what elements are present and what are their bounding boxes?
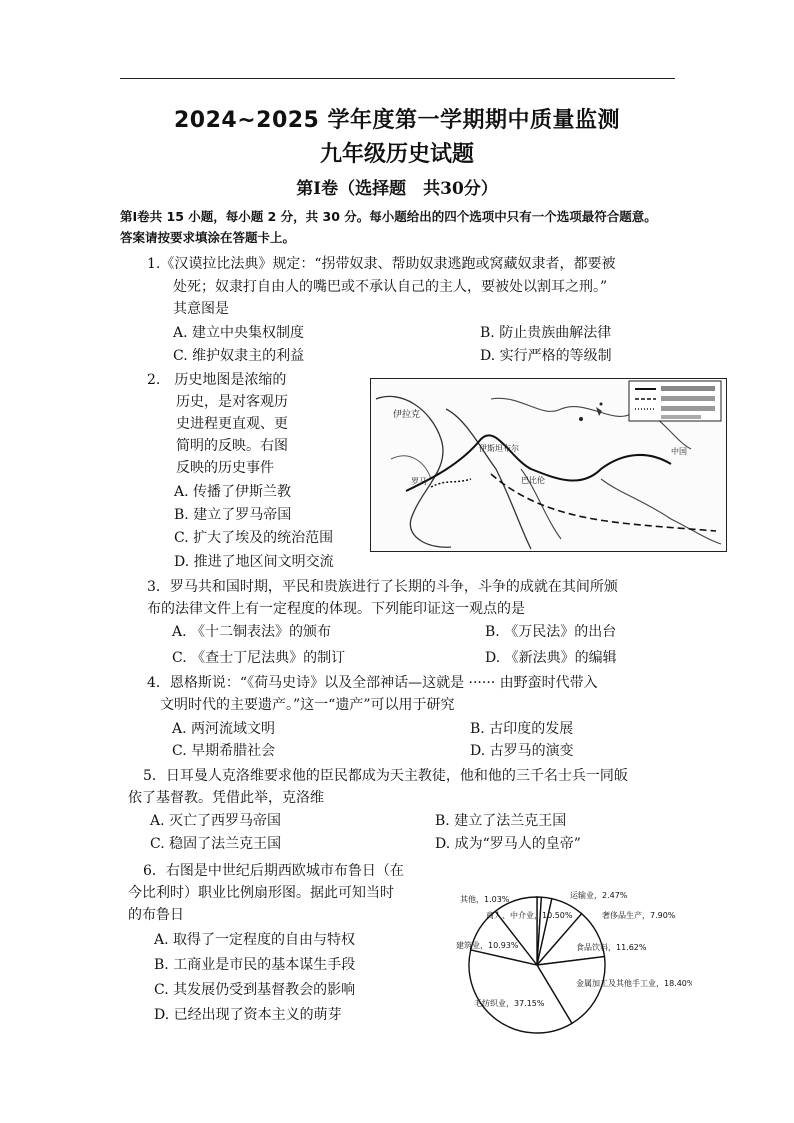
q3-option-a[interactable]: A. 《十二铜表法》的颁布 xyxy=(172,624,332,640)
map-label-babylon: 巴比伦 xyxy=(521,476,545,485)
q2-option-b[interactable]: B. 建立了罗马帝国 xyxy=(174,507,292,523)
exam-title: 2024~2025 学年度第一学期期中质量监测 xyxy=(173,108,621,133)
map-drawing xyxy=(371,379,726,551)
q2-stem-line3: 史进程更直观、更 xyxy=(176,416,288,432)
q2-stem-line2: 历史，是对客观历 xyxy=(176,394,288,410)
q6-option-d[interactable]: D. 已经出现了资本主义的萌芽 xyxy=(154,1007,342,1023)
historical-map xyxy=(370,378,727,552)
pie-svg xyxy=(452,888,692,1038)
q1-stem-line3: 其意图是 xyxy=(173,301,229,317)
q4-stem-line2: 文明时代的主要遗产。”这一“遗产”可以用于研究 xyxy=(160,697,455,713)
q2-stem-line1: 2. 历史地图是浓缩的 xyxy=(147,372,287,388)
q5-option-a[interactable]: A. 灭亡了西罗马帝国 xyxy=(150,813,282,829)
pie-slice-label: 奢侈品生产，7.90% xyxy=(602,911,676,920)
q3-option-d[interactable]: D. 《新法典》的编辑 xyxy=(485,650,617,666)
q1-stem-line2: 处死；奴隶打自由人的嘴巴或不承认自己的主人，要被处以割耳之刑。” xyxy=(173,279,608,295)
q6-option-c[interactable]: C. 其发展仍受到基督教会的影响 xyxy=(154,982,356,998)
q5-option-b[interactable]: B. 建立了法兰克王国 xyxy=(435,813,567,829)
q4-option-d[interactable]: D. 古罗马的演变 xyxy=(470,743,574,759)
pie-slice-label: 建筑业，10.93% xyxy=(456,941,519,950)
pie-slice-label: 运输业，2.47% xyxy=(570,891,628,900)
q4-option-a[interactable]: A. 两河流域文明 xyxy=(172,721,276,737)
section-title: 第Ⅰ卷（选择题 共30分） xyxy=(296,179,498,199)
q5-stem-line1: 5．日耳曼人克洛维要求他的臣民都成为天主教徒，他和他的三千名士兵一同皈 xyxy=(143,768,628,784)
map-label-iraq: 伊拉克 xyxy=(393,410,421,420)
q5-option-c[interactable]: C. 稳固了法兰克王国 xyxy=(150,836,282,852)
q1-option-c[interactable]: C. 维护奴隶主的利益 xyxy=(173,348,305,364)
q2-stem-line4: 简明的反映。右图 xyxy=(176,438,288,454)
instructions-line1: 第Ⅰ卷共 15 小题，每小题 2 分，共 30 分。每小题给出的四个选项中只有一个选项最符合题意。 xyxy=(120,209,657,224)
map-label-istanbul: 伊斯坦布尔 xyxy=(479,444,519,453)
pie-slice-label: 商人、中介业，10.50% xyxy=(486,911,573,920)
q3-stem-line2: 布的法律文件上有一定程度的体现。下列能印证这一观点的是 xyxy=(147,601,525,617)
q1-stem-line1: 1.《汉谟拉比法典》规定：“拐带奴隶、帮助奴隶逃跑或窝藏奴隶者，都要被 xyxy=(147,256,616,272)
q6-stem-line3: 的布鲁日 xyxy=(128,907,184,923)
pie-slice-label: 食品饮料，11.62% xyxy=(576,943,647,952)
top-rule xyxy=(120,78,675,79)
q6-option-b[interactable]: B. 工商业是市民的基本谋生手段 xyxy=(154,957,356,973)
q5-stem-line2: 依了基督教。凭借此举，克洛维 xyxy=(128,790,324,806)
q4-option-b[interactable]: B. 古印度的发展 xyxy=(470,721,574,737)
q1-option-a[interactable]: A. 建立中央集权制度 xyxy=(173,325,305,341)
map-label-rome: 罗马 xyxy=(411,477,427,486)
q2-stem-line5: 反映的历史事件 xyxy=(176,460,274,476)
q1-option-d[interactable]: D. 实行严格的等级制 xyxy=(480,348,612,364)
q4-option-c[interactable]: C. 早期希腊社会 xyxy=(172,743,276,759)
q5-option-d[interactable]: D. 成为“罗马人的皇帝” xyxy=(435,836,581,852)
q3-option-c[interactable]: C. 《查士丁尼法典》的制订 xyxy=(172,650,346,666)
q1-option-b[interactable]: B. 防止贵族曲解法律 xyxy=(480,325,612,341)
q2-option-a[interactable]: A. 传播了伊斯兰教 xyxy=(174,484,292,500)
map-label-china: 中国 xyxy=(671,447,687,456)
q2-option-d[interactable]: D. 推进了地区间文明交流 xyxy=(174,554,334,570)
pie-slice-label: 其他，1.03% xyxy=(460,895,510,904)
q6-option-a[interactable]: A. 取得了一定程度的自由与特权 xyxy=(154,932,356,948)
q4-stem-line1: 4．恩格斯说：“《荷马史诗》以及全部神话—这就是 ······ 由野蛮时代带入 xyxy=(147,675,598,691)
occupation-pie-chart xyxy=(452,888,692,1038)
q3-stem-line1: 3．罗马共和国时期，平民和贵族进行了长期的斗争，斗争的成就在其间所颁 xyxy=(147,579,618,595)
q3-option-b[interactable]: B. 《万民法》的出台 xyxy=(485,624,617,640)
pie-slice-label: 金属加工及其他手工业，18.40% xyxy=(576,979,692,988)
instructions-line2: 答案请按要求填涂在答题卡上。 xyxy=(120,230,296,245)
exam-subtitle: 九年级历史试题 xyxy=(319,142,474,167)
q2-option-c[interactable]: C. 扩大了埃及的统治范围 xyxy=(174,530,334,546)
pie-slice-label: 毛纺织业，37.15% xyxy=(474,999,545,1008)
q6-stem-line1: 6．右图是中世纪后期西欧城市布鲁日（在 xyxy=(143,863,404,879)
q6-stem-line2: 今比利时）职业比例扇形图。据此可知当时 xyxy=(128,885,394,901)
